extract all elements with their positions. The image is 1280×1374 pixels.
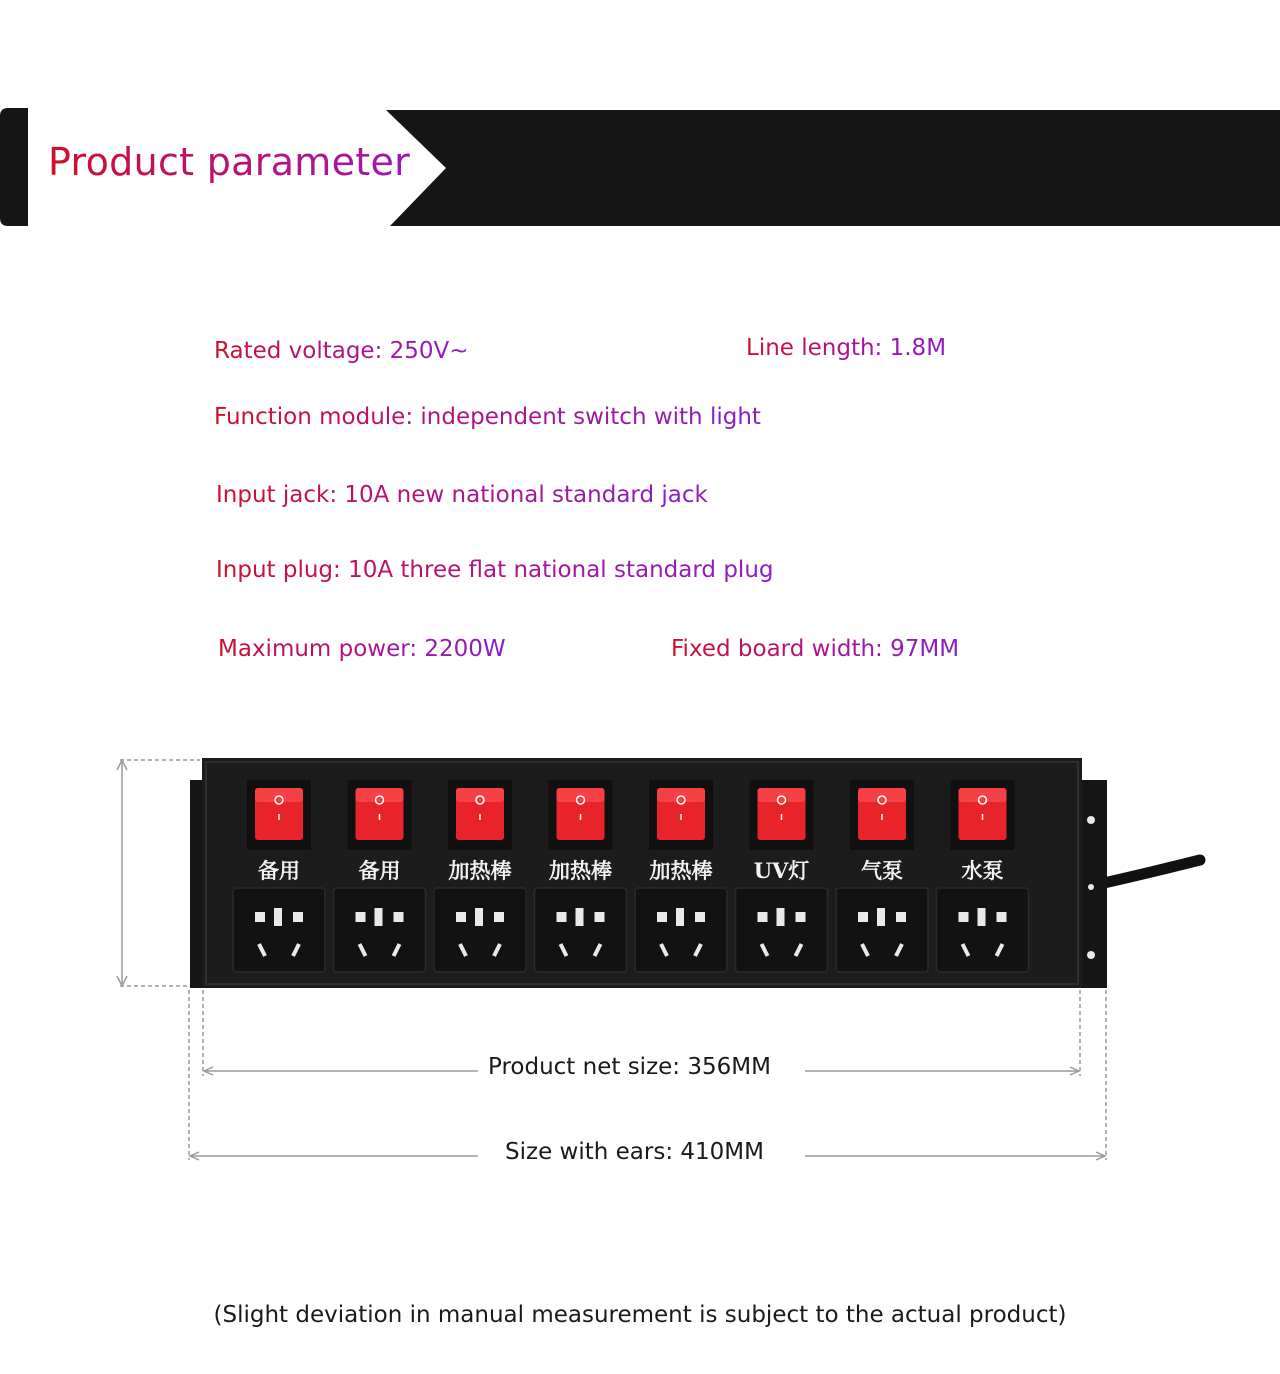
socket (233, 888, 325, 972)
socket (937, 888, 1029, 972)
socket (635, 888, 727, 972)
ear-size-label: Size with ears: 410MM (499, 1139, 770, 1165)
param-input-plug: Input plug: 10A three flat national standard plug (216, 557, 774, 583)
socket (736, 888, 828, 972)
outlet-label: 气泵 (861, 858, 903, 883)
param-function-module: Function module: independent switch with light (214, 404, 761, 430)
power-strip-image (110, 750, 1210, 1010)
outlet-label: 加热棒 (448, 858, 512, 883)
param-max-power: Maximum power: 2200W (218, 636, 506, 662)
socket (434, 888, 526, 972)
outlet-label: UV灯 (753, 858, 810, 883)
footnote: (Slight deviation in manual measurement is subject to the actual product) (213, 1302, 1067, 1328)
socket (535, 888, 627, 972)
param-board-width: Fixed board width: 97MM (671, 636, 960, 662)
socket (836, 888, 928, 972)
outlet-label: 加热棒 (549, 858, 612, 883)
param-line-length: Line length: 1.8M (746, 335, 947, 361)
page-title: Product parameter (48, 140, 411, 184)
outlet-label: 加热棒 (649, 858, 713, 883)
outlet-label: 备用 (358, 858, 401, 883)
net-size-label: Product net size: 356MM (482, 1054, 777, 1080)
param-input-jack: Input jack: 10A new national standard jack (216, 482, 708, 508)
outlet-label: 水泵 (961, 858, 1004, 883)
param-rated-voltage: Rated voltage: 250V~ (214, 338, 469, 364)
outlet-label: 备用 (258, 858, 300, 883)
socket (334, 888, 426, 972)
